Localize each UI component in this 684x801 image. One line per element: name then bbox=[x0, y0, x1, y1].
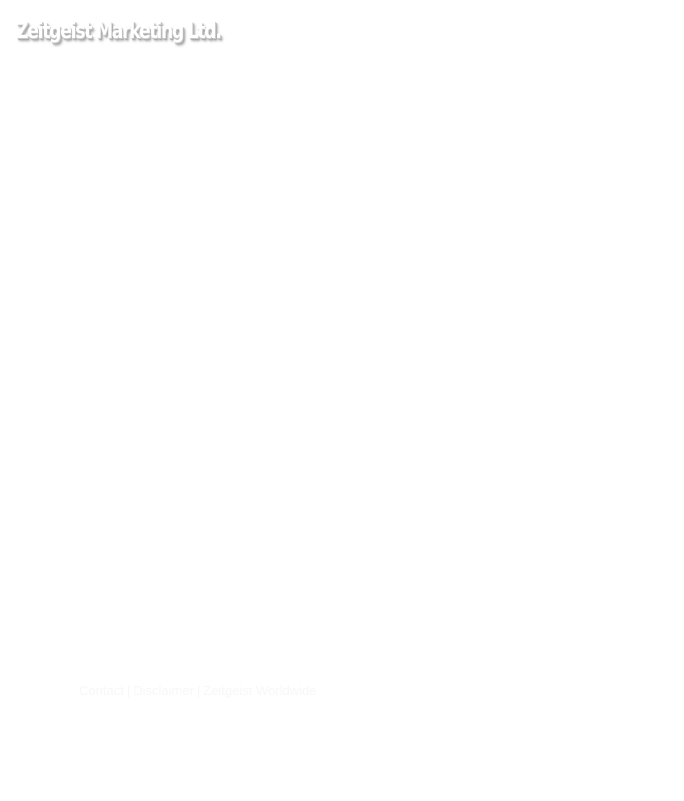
footer-link-worldwide[interactable]: Zeitgeist Worldwide bbox=[203, 683, 317, 698]
footer-separator: | bbox=[196, 683, 201, 698]
site-logo[interactable]: Zeitgeist Marketing Ltd. bbox=[16, 19, 221, 44]
footer-nav bbox=[79, 682, 316, 700]
footer-link-disclaimer[interactable]: Disclaimer bbox=[133, 683, 194, 698]
footer-separator: | bbox=[126, 683, 131, 698]
footer-link-contact[interactable]: Contact bbox=[79, 683, 124, 698]
